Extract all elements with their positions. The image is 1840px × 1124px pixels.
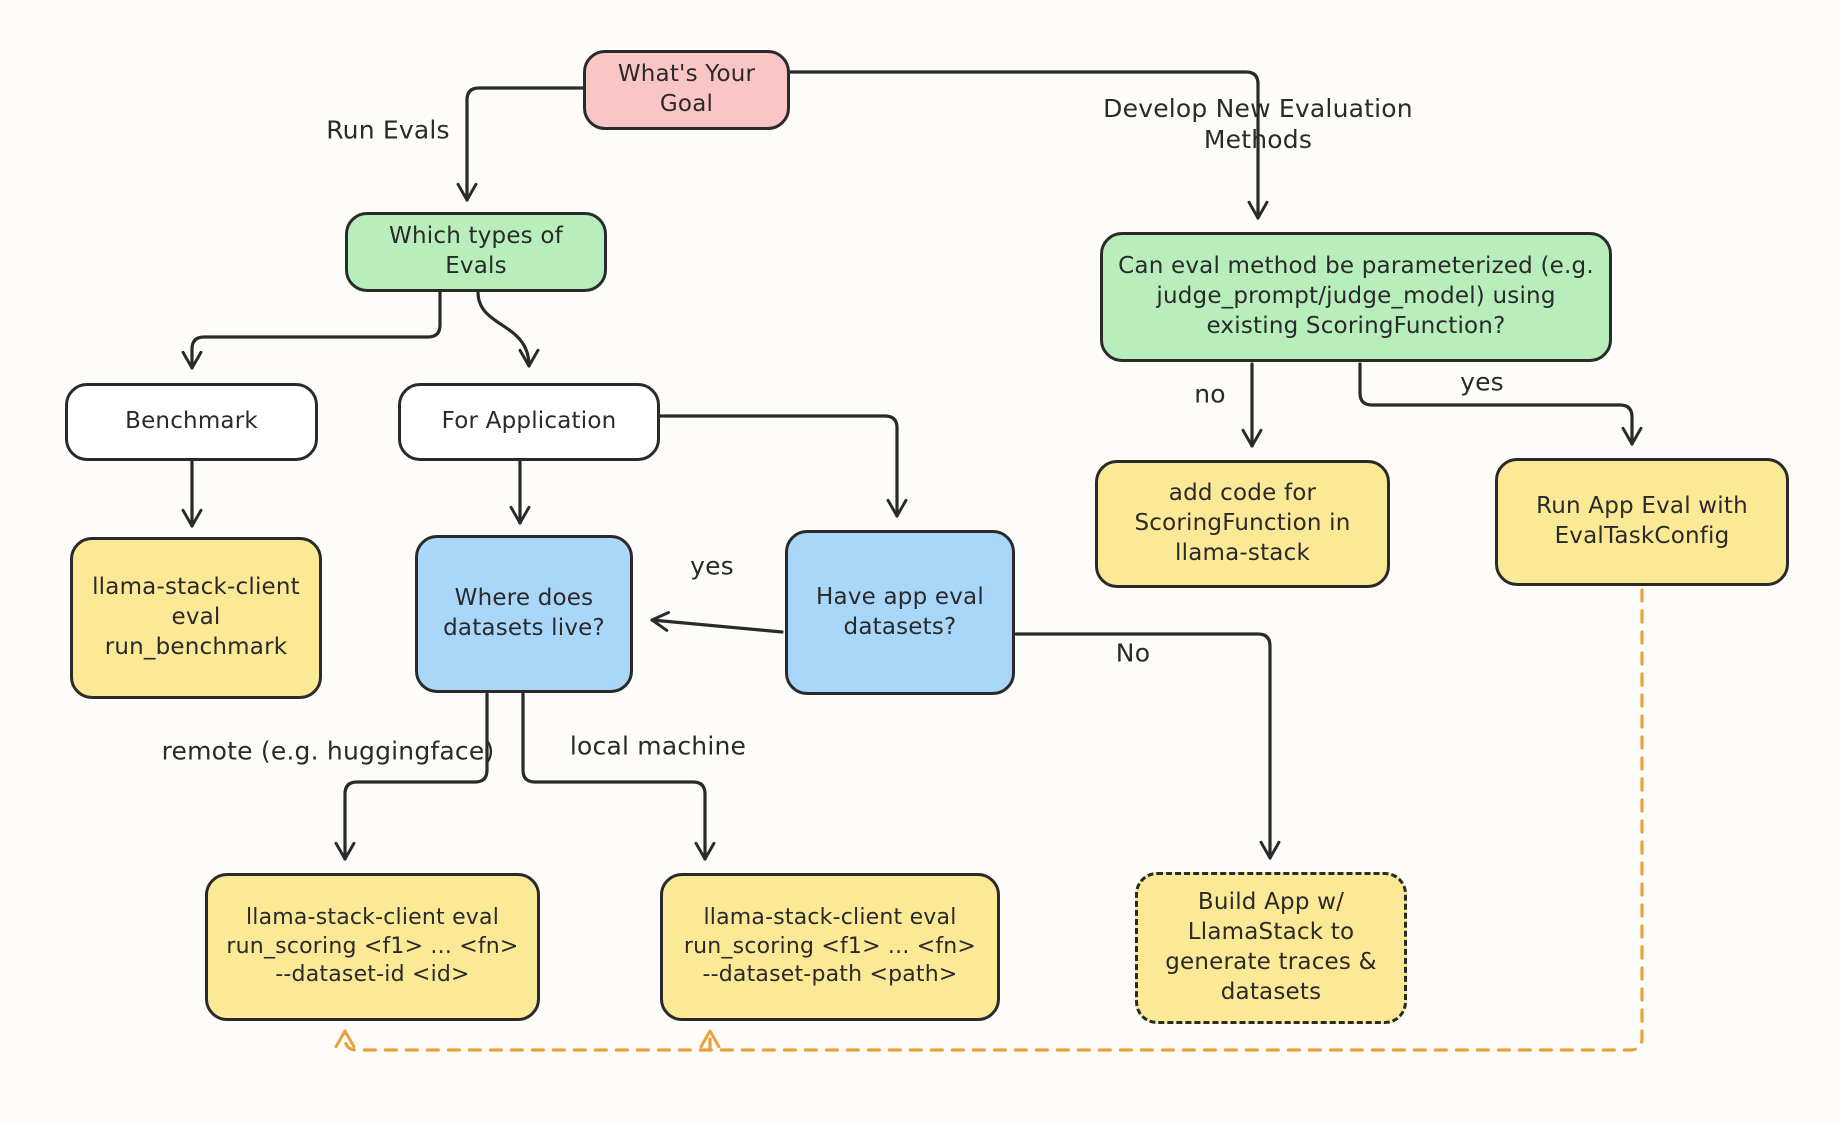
edge-which-types-to-for-application (478, 292, 529, 366)
edge-which-types-to-benchmark (192, 292, 440, 368)
edge-label-yes-have-datasets: yes (690, 551, 734, 581)
edge-label-local-machine: local machine (569, 731, 747, 761)
edge-where-datasets-to-run-scoring-path (523, 694, 705, 859)
edge-label-remote-huggingface: remote (e.g. huggingface) (161, 736, 495, 766)
node-for-application: For Application (398, 383, 660, 461)
node-run-app-eval-evaltaskconfig: Run App Eval with EvalTaskConfig (1495, 458, 1789, 586)
node-whats-your-goal: What's Your Goal (583, 50, 790, 130)
edge-goal-to-which-types (467, 88, 583, 200)
node-have-app-eval-datasets: Have app eval datasets? (785, 530, 1015, 695)
node-param-question: Can eval method be parameterized (e.g. judge_prompt/judge_model) using existing ScoringFunction? (1100, 232, 1612, 362)
edge-label-no-param: no (1194, 379, 1226, 409)
edge-for-application-to-have-datasets (661, 416, 897, 516)
edge-where-datasets-to-run-scoring-id (345, 694, 487, 859)
edge-label-yes-param: yes (1460, 367, 1504, 397)
edge-label-develop-new-evaluation-methods: Develop New Evaluation Methods (1103, 93, 1413, 154)
edge-label-no-have-datasets: No (1115, 638, 1151, 668)
node-run-benchmark-command: llama-stack-client eval run_benchmark (70, 537, 322, 699)
node-where-does-datasets-live: Where does datasets live? (415, 535, 633, 693)
node-which-types-of-evals: Which types of Evals (345, 212, 607, 292)
edge-have-datasets-to-where-datasets-yes (652, 620, 782, 632)
edge-label-run-evals: Run Evals (326, 115, 450, 145)
node-run-scoring-dataset-path: llama-stack-client eval run_scoring <f1> ... <fn> --dataset-path <path> (660, 873, 1000, 1021)
node-benchmark: Benchmark (65, 383, 318, 461)
node-run-scoring-dataset-id: llama-stack-client eval run_scoring <f1> ... <fn> --dataset-id <id> (205, 873, 540, 1021)
node-build-app-llamastack: Build App w/ LlamaStack to generate traces & datasets (1135, 872, 1407, 1024)
node-add-code-scoringfunction: add code for ScoringFunction in llama-stack (1095, 460, 1390, 588)
